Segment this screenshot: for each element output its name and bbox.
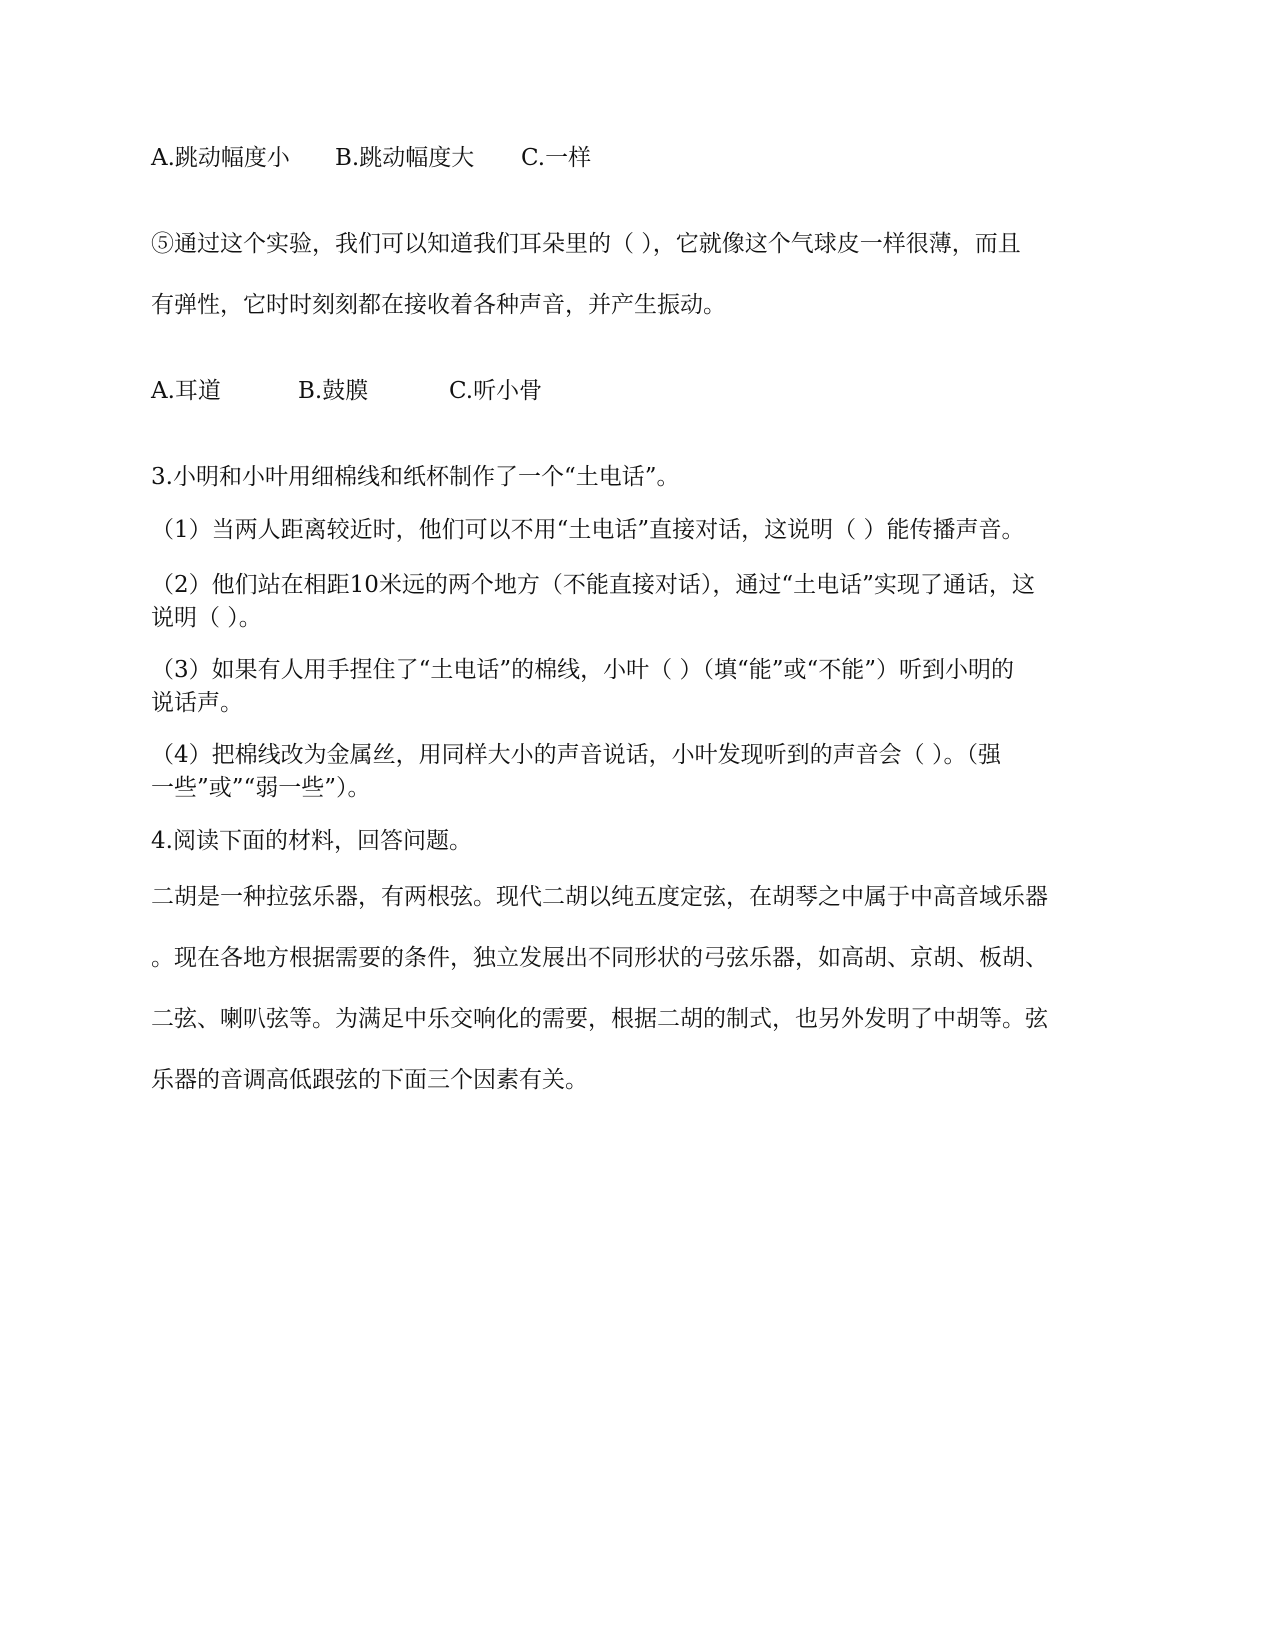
q4-para-line2: 。现在各地方根据需要的条件，独立发展出不同形状的弓弦乐器，如高胡、京胡、板胡、 (151, 945, 1048, 971)
q3-item4-line2: 一些”或”“弱一些”）。 (151, 775, 371, 801)
q3-item3-line1: （3）如果有人用手捏住了“土电话”的棉线，小叶（ ）（填“能”或“不能”）听到小明的 (151, 657, 1014, 683)
q3-item2-line2: 说明（ ）。 (151, 605, 262, 631)
q2-sub5-options (151, 377, 1131, 405)
q3-item2-line1: （2）他们站在相距10米远的两个地方（不能直接对话），通过“土电话”实现了通话，这 (151, 572, 1035, 598)
q3-item4-line1: （4）把棉线改为金属丝，用同样大小的声音说话，小叶发现听到的声音会（ ）。（强 (151, 742, 1001, 768)
q4-para-line1: 二胡是一种拉弦乐器，有两根弦。现代二胡以纯五度定弦，在胡琴之中属于中高音域乐器 (151, 884, 1048, 910)
q3-item3-line2: 说话声。 (151, 690, 243, 716)
q4-para-line4: 乐器的音调高低跟弦的下面三个因素有关。 (151, 1067, 588, 1093)
q2-sub4-options (151, 144, 1131, 172)
option-b: B.跳动幅度大 (335, 145, 475, 171)
q3-title: 3.小明和小叶用细棉线和纸杯制作了一个“土电话”。 (151, 464, 680, 490)
q3-item1: （1）当两人距离较近时，他们可以不用“土电话”直接对话，这说明（ ）能传播声音。 (151, 517, 1025, 543)
option-a: A.跳动幅度小 (151, 145, 290, 171)
option-b: B.鼓膜 (298, 378, 369, 404)
option-a: A.耳道 (151, 378, 221, 404)
option-c: C.一样 (521, 145, 592, 171)
option-c: C.听小骨 (449, 378, 543, 404)
q4-title: 4.阅读下面的材料，回答问题。 (151, 828, 472, 854)
q2-sub5-line1: ⑤通过这个实验，我们可以知道我们耳朵里的（ ），它就像这个气球皮一样很薄，而且 (151, 231, 1021, 257)
q2-sub5-line2: 有弹性，它时时刻刻都在接收着各种声音，并产生振动。 (151, 292, 726, 318)
q4-para-line3: 二弦、喇叭弦等。为满足中乐交响化的需要，根据二胡的制式，也另外发明了中胡等。弦 (151, 1006, 1048, 1032)
